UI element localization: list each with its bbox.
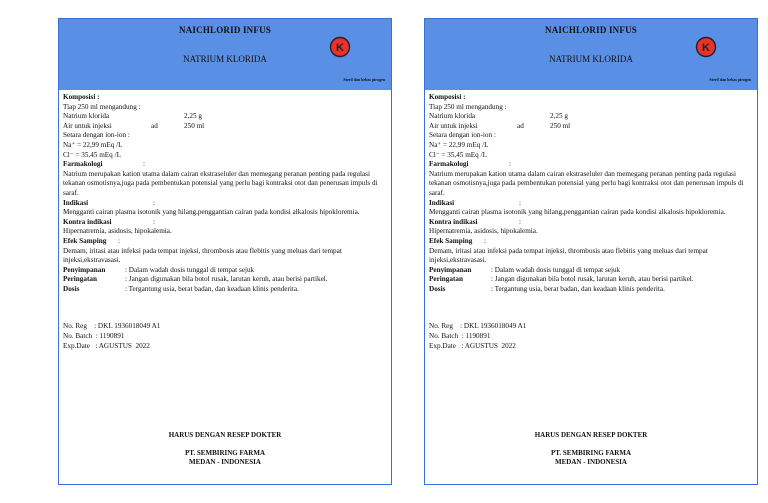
komposisi-intro: Tiap 250 ml mengandung : bbox=[63, 102, 141, 111]
company-name: PT. SEMBIRING FARMA bbox=[550, 449, 632, 457]
kontra-heading: Kontra indikasi : bbox=[429, 217, 521, 226]
label-body bbox=[429, 93, 755, 351]
indikasi-text: Mengganti cairan plasma isotonik yang hilang,penggantian cairan pada kondisi alkalosis hipokloremia. bbox=[429, 208, 726, 217]
ion-intro: Setara dengan ion-ion : bbox=[429, 131, 496, 140]
label-header bbox=[425, 19, 757, 90]
komposisi-row bbox=[429, 122, 755, 132]
ingredient-value: 250 ml bbox=[550, 121, 571, 130]
label-card-left bbox=[58, 18, 392, 485]
ion-cl: Cl⁻ = 35,45 mEq /L bbox=[63, 150, 121, 159]
steril-note: Steril dan bebas pirogen bbox=[709, 77, 751, 82]
ingredient-name: Natrium klorida bbox=[63, 112, 110, 121]
label-card-right bbox=[424, 18, 758, 485]
penyimpanan-row: Penyimpanan : Dalam wadah dosis tunggal di tempat sejuk bbox=[429, 265, 621, 274]
exp-date: Exp.Date : AGUSTUS 2022 bbox=[429, 341, 516, 350]
ingredient-ad: ad bbox=[517, 121, 524, 130]
product-title: NAICHLORID INFUS bbox=[179, 25, 271, 35]
product-subtitle: NATRIUM KLORIDA bbox=[549, 54, 633, 64]
komposisi-intro: Tiap 250 ml mengandung : bbox=[429, 102, 507, 111]
komposisi-row bbox=[429, 112, 755, 122]
farmakologi-heading: Farmakologi : bbox=[429, 160, 511, 169]
komposisi-heading: Komposisi : bbox=[63, 93, 100, 101]
farmakologi-text: Natrium merupakan kation utama dalam cairan ekstraseluler dan memegang peranan penting pada regulasi tekanan osmotisnya,juga pada pembentukan potensial yang perlu bagi kontraksi otot dan penerusan impuls di saraf. bbox=[63, 169, 378, 197]
steril-note: Steril dan bebas pirogen bbox=[343, 77, 385, 82]
efek-text: Demam, iritasi atau infeksi pada tempat injeksi, thrombosis atau flebitis yang meluas dari tempat injeksi,ekstravasasi. bbox=[429, 246, 708, 265]
kontra-text: Hipernatremia, asidosis, hipokalemia. bbox=[429, 227, 538, 236]
ingredient-name: Air untuk injeksi bbox=[63, 121, 112, 130]
label-body bbox=[63, 93, 389, 351]
komposisi-row bbox=[63, 122, 389, 132]
penyimpanan-row: Penyimpanan : Dalam wadah dosis tunggal di tempat sejuk bbox=[63, 265, 255, 274]
indikasi-text: Mengganti cairan plasma isotonik yang hilang,penggantian cairan pada kondisi alkalosis hipokloremia. bbox=[63, 208, 360, 217]
peringatan-row: Peringatan : Jangan digunakan bila botol rusak, larutan keruh, atau berisi partikel. bbox=[429, 275, 694, 284]
svg-text:K: K bbox=[336, 42, 344, 54]
ion-intro: Setara dengan ion-ion : bbox=[63, 131, 130, 140]
exp-date: Exp.Date : AGUSTUS 2022 bbox=[63, 341, 150, 350]
product-title: NAICHLORID INFUS bbox=[545, 25, 637, 35]
company-name: PT. SEMBIRING FARMA bbox=[184, 449, 266, 457]
company-city: MEDAN - INDONESIA bbox=[555, 458, 627, 466]
resep-notice: HARUS DENGAN RESEP DOKTER bbox=[168, 431, 282, 439]
ingredient-ad: ad bbox=[151, 121, 158, 130]
ion-na: Na⁺ = 22,99 mEq /L bbox=[429, 140, 489, 149]
ingredient-name: Natrium klorida bbox=[429, 112, 476, 121]
efek-heading: Efek Samping : bbox=[63, 236, 120, 245]
komposisi-heading: Komposisi : bbox=[429, 93, 466, 101]
batch-number: No. Batch : 1190891 bbox=[429, 332, 491, 341]
farmakologi-text: Natrium merupakan kation utama dalam cairan ekstraseluler dan memegang peranan penting pada regulasi tekanan osmotisnya,juga pada pembentukan potensial yang perlu bagi kontraksi otot dan penerusan impuls di saraf. bbox=[429, 169, 744, 197]
company-city: MEDAN - INDONESIA bbox=[189, 458, 261, 466]
dosis-row: Dosis : Tergantung usia, berat badan, dan keadaan klinis penderita. bbox=[63, 284, 299, 293]
indikasi-heading: Indikasi : bbox=[63, 198, 155, 207]
ion-na: Na⁺ = 22,99 mEq /L bbox=[63, 140, 123, 149]
resep-notice: HARUS DENGAN RESEP DOKTER bbox=[534, 431, 648, 439]
ingredient-value: 250 ml bbox=[184, 121, 205, 130]
komposisi-row bbox=[63, 112, 389, 122]
ingredient-value: 2,25 g bbox=[550, 112, 568, 121]
svg-text:K: K bbox=[702, 42, 710, 54]
reg-number: No. Reg : DKL 1936018049 A1 bbox=[429, 322, 527, 331]
ion-cl: Cl⁻ = 35,45 mEq /L bbox=[429, 150, 487, 159]
ingredient-name: Air untuk injeksi bbox=[429, 121, 478, 130]
kontra-heading: Kontra indikasi : bbox=[63, 217, 155, 226]
label-header bbox=[59, 19, 391, 90]
efek-heading: Efek Samping : bbox=[429, 236, 486, 245]
kontra-text: Hipernatremia, asidosis, hipokalemia. bbox=[63, 227, 172, 236]
reg-number: No. Reg : DKL 1936018049 A1 bbox=[63, 322, 161, 331]
ingredient-value: 2,25 g bbox=[184, 112, 202, 121]
indikasi-heading: Indikasi : bbox=[429, 198, 521, 207]
efek-text: Demam, iritasi atau infeksi pada tempat injeksi, thrombosis atau flebitis yang meluas dari tempat injeksi,ekstravasasi. bbox=[63, 246, 342, 265]
peringatan-row: Peringatan : Jangan digunakan bila botol rusak, larutan keruh, atau berisi partikel. bbox=[63, 275, 328, 284]
batch-number: No. Batch : 1190891 bbox=[63, 332, 125, 341]
product-subtitle: NATRIUM KLORIDA bbox=[183, 54, 267, 64]
dosis-row: Dosis : Tergantung usia, berat badan, dan keadaan klinis penderita. bbox=[429, 284, 665, 293]
farmakologi-heading: Farmakologi : bbox=[63, 160, 145, 169]
